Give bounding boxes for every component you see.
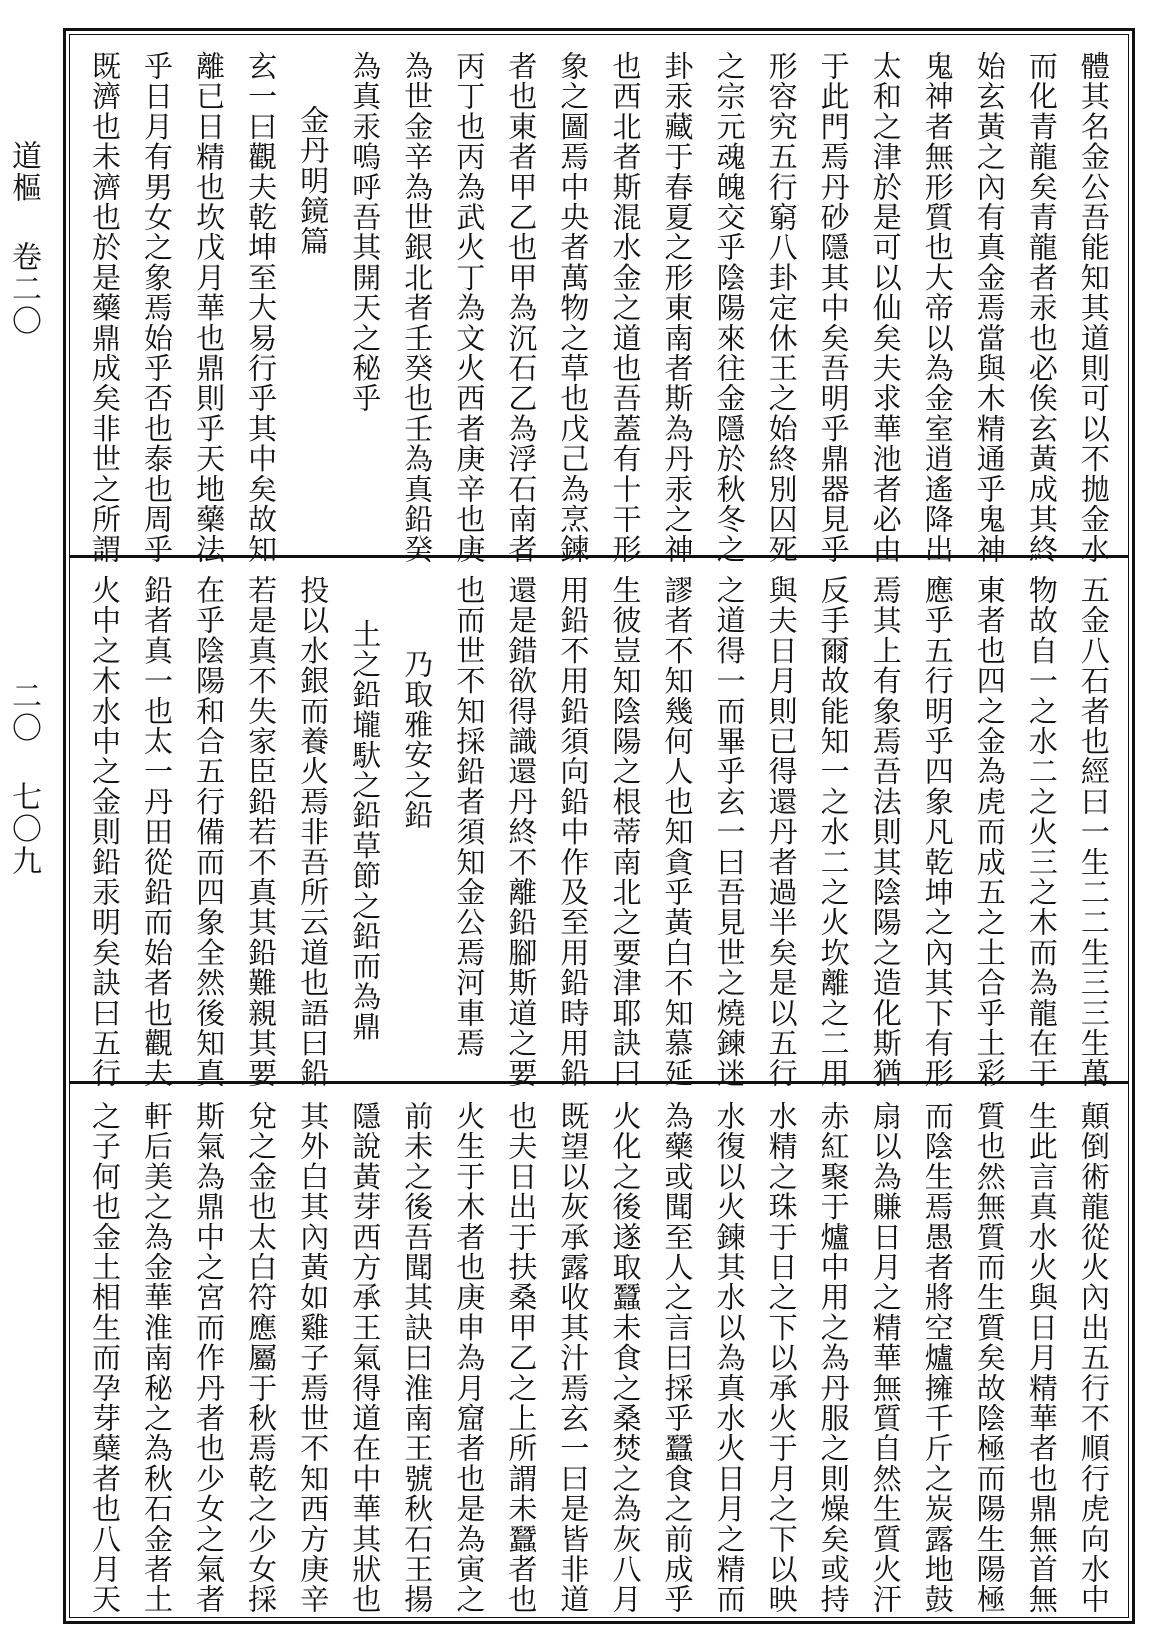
text-column: 象之圖焉中央者萬物之草也戊己為烹鍊	[556, 51, 591, 565]
text-column: 于此門焉丹砂隱其中矣吾明乎鼎器見乎	[816, 51, 851, 565]
page-number: 二〇 七〇九	[6, 680, 41, 877]
side-margin	[0, 120, 60, 1620]
text-column: 為藥或聞至人之言曰採乎蠶食之前成乎	[660, 1101, 695, 1615]
text-column: 而陰生焉愚者將空爐擁千斤之炭露地鼓	[920, 1101, 955, 1615]
text-column: 金丹明鏡篇	[296, 105, 331, 256]
text-column: 生此言真水火與日月精華者也鼎無首無	[1024, 1101, 1059, 1615]
text-column: 之子何也金土相生而孕芽蘖者也八月天	[88, 1101, 122, 1615]
text-column: 者也東者甲乙也甲為沉石乙為浮石南者	[504, 51, 539, 565]
text-column: 顛倒術龍從火內出五行不順行虎向水中	[1076, 1101, 1111, 1615]
text-column: 既濟也未濟也於是藥鼎成矣非世之所謂	[88, 51, 122, 565]
panel-divider	[70, 1081, 1128, 1084]
page-frame	[63, 28, 1135, 1624]
text-column: 應乎五行明乎四象凡乾坤之內其下有形	[920, 575, 955, 1089]
text-column: 質也然無質而生質矣故陰極而陽生陽極	[972, 1101, 1007, 1615]
text-column: 火生于木者也庚申為月窟者也是為寅之	[452, 1101, 487, 1615]
text-column: 之宗元魂魄交乎陰陽來往金隱於秋冬之	[712, 51, 747, 565]
text-column: 始玄黃之內有真金焉當與木精通乎鬼神	[972, 51, 1007, 565]
text-column: 太和之津於是可以仙矣夫求華池者必由	[868, 51, 903, 565]
text-column: 物故自一之水二之火三之木而為龍在于	[1024, 575, 1059, 1089]
text-column: 既望以灰承露收其汁焉玄一曰是皆非道	[556, 1101, 591, 1615]
text-column: 火中之木水中之金則鉛汞明矣訣曰五行	[88, 575, 122, 1089]
text-column: 丙丁也丙為武火丁為文火西者庚辛也庚	[452, 51, 487, 565]
text-column: 也西北者斯混水金之道也吾蓋有十干形	[608, 51, 643, 565]
text-column: 鉛者真一也太一丹田從鉛而始者也觀夫	[140, 575, 175, 1089]
text-column: 卦汞藏于春夏之形東南者斯為丹汞之神	[660, 51, 695, 565]
text-column: 斯氣為鼎中之宮而作丹者也少女之氣者	[192, 1101, 227, 1615]
text-column: 其外白其內黃如雞子焉世不知西方庚辛	[296, 1101, 331, 1615]
text-column: 軒后美之為金華淮南秘之為秋石金者土	[140, 1101, 175, 1615]
panel-divider	[70, 555, 1128, 558]
text-column: 玄一曰觀夫乾坤至大易行乎其中矣故知	[244, 51, 279, 565]
text-column: 乃取雅安之鉛	[400, 649, 435, 831]
text-column: 隱說黃芽西方承王氣得道在中華其狀也	[348, 1101, 383, 1615]
text-column: 而化青龍矣青龍者汞也必俟玄黃成其終	[1024, 51, 1059, 565]
text-column: 之道得一而畢乎玄一曰吾見世之燒鍊迷	[712, 575, 747, 1089]
text-column: 也夫日出于扶桑甲乙之上所謂未蠶者也	[504, 1101, 539, 1615]
text-column: 生彼豈知陰陽之根蒂南北之要津耶訣曰	[608, 575, 643, 1089]
text-column: 為真汞嗚呼吾其開天之秘乎	[348, 51, 383, 414]
text-column: 離已日精也坎戊月華也鼎則乎天地藥法	[192, 51, 227, 565]
text-column: 扇以為賺日月之精華無質自然生質火汗	[868, 1101, 903, 1615]
text-column: 兌之金也太白符應屬于秋焉乾之少女採	[244, 1101, 279, 1615]
text-column: 乎日月有男女之象焉始乎否也泰也周乎	[140, 51, 175, 565]
text-column: 焉其上有象焉吾法則其陰陽之造化斯猶	[868, 575, 903, 1089]
text-column: 東者也四之金為虎而成五之土合乎土彩	[972, 575, 1007, 1089]
text-column: 投以水銀而養火焉非吾所云道也語曰鉛	[296, 575, 331, 1089]
text-column: 還是錯欲得識還丹終不離鉛腳斯道之要	[504, 575, 539, 1089]
text-column: 若是真不失家臣鉛若不真其鉛難親其要	[244, 575, 279, 1089]
text-column: 體其名金公吾能知其道則可以不拋金水	[1076, 51, 1111, 565]
text-column: 前未之後吾聞其訣曰淮南王號秋石王揚	[400, 1101, 435, 1615]
text-panel-top	[74, 35, 1124, 565]
text-panel-bottom	[74, 1085, 1124, 1615]
text-column: 形容究五行窮八卦定休王之始終別囚死	[764, 51, 799, 565]
text-column: 與夫日月則已得還丹者過半矣是以五行	[764, 575, 799, 1089]
text-column: 鬼神者無形質也大帝以為金室逍遙降出	[920, 51, 955, 565]
text-column: 火化之後遂取蠶未食之桑焚之為灰八月	[608, 1101, 643, 1615]
text-column: 赤紅聚于爐中用之為丹服之則燥矣或持	[816, 1101, 851, 1615]
text-column: 反手爾故能知一之水二之火坎離之二用	[816, 575, 851, 1089]
text-column: 用鉛不用鉛須向鉛中作及至用鉛時用鉛	[556, 575, 591, 1089]
text-column: 也而世不知採鉛者須知金公焉河車焉	[452, 575, 487, 1059]
book-title: 道樞 卷二〇	[6, 140, 41, 337]
text-column: 水復以火鍊其水以為真水火日月之精而	[712, 1101, 747, 1615]
text-column: 在乎陰陽和合五行備而四象全然後知真	[192, 575, 227, 1089]
text-column: 謬者不知幾何人也知貪乎黃白不知慕延	[660, 575, 695, 1089]
text-column: 為世金辛為世銀北者壬癸也壬為真鉛癸	[400, 51, 435, 565]
text-panel-middle	[74, 559, 1124, 1089]
text-column: 五金八石者也經曰一生二二生三三生萬	[1076, 575, 1111, 1089]
text-column: 水精之珠于日之下以承火于月之下以映	[764, 1101, 799, 1615]
text-column: 土之鉛壠馱之鉛草節之鉛而為鼎	[348, 619, 383, 1042]
